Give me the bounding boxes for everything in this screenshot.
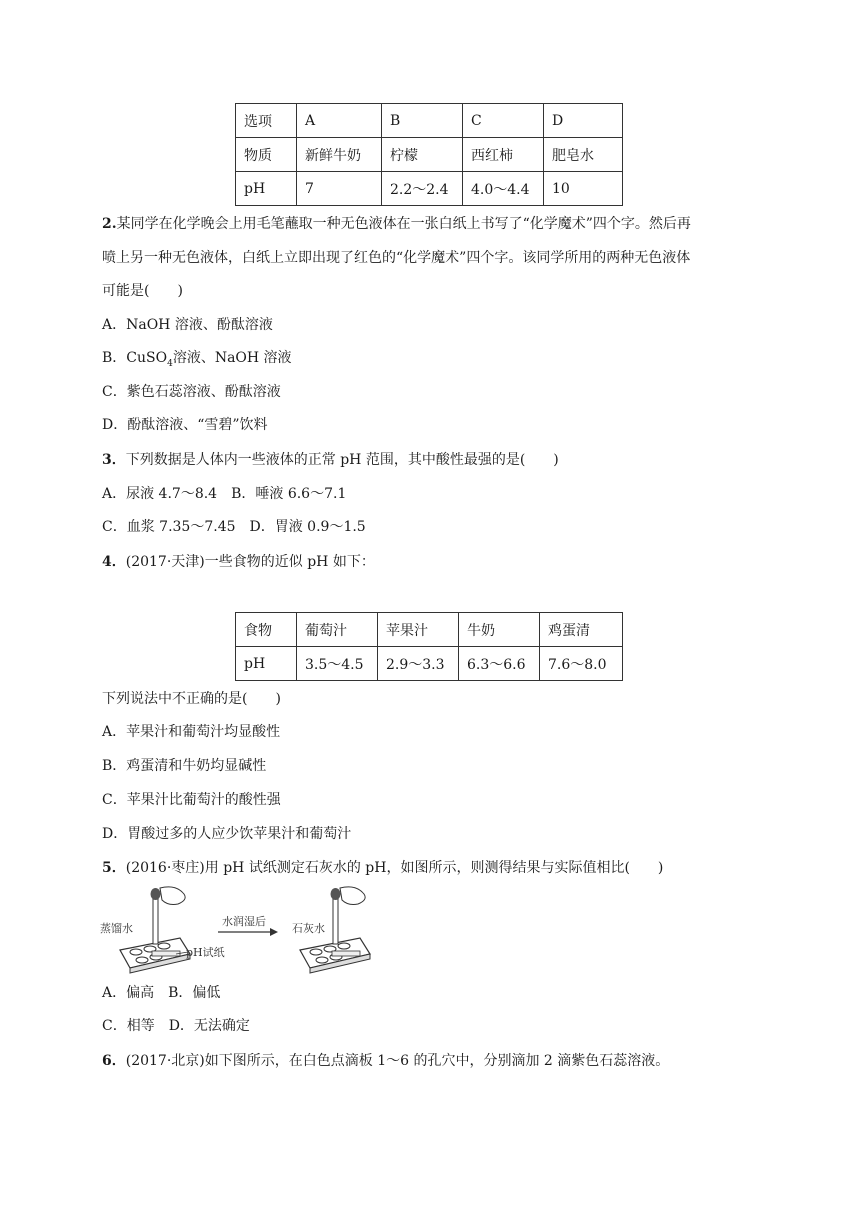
- option-d: D．胃酸过多的人应少饮苹果汁和葡萄汁: [102, 826, 352, 842]
- label-paper: pH试纸: [186, 946, 225, 959]
- table-row: [236, 647, 623, 681]
- table-row: [236, 613, 623, 647]
- table-cell: pH: [236, 647, 297, 681]
- table-cell: 4.0～4.4: [463, 172, 544, 206]
- option-a: A．NaOH 溶液、酚酞溶液: [102, 317, 273, 333]
- question-4-prompt: 下列说法中不正确的是( ): [102, 691, 281, 707]
- option-c: C．紫色石蕊溶液、酚酞溶液: [102, 384, 281, 400]
- question-text: (2017·北京)如下图所示，在白色点滴板 1～6 的孔穴中，分别滴加 2 滴紫色石蕊溶液。: [125, 1053, 670, 1069]
- table-cell: 2.9～3.3: [378, 647, 459, 681]
- option-b: B．鸡蛋清和牛奶均显碱性: [102, 758, 267, 774]
- dropper-icon: [151, 887, 186, 944]
- table-cell: 柠檬: [382, 138, 463, 172]
- table-cell: 新鲜牛奶: [297, 138, 382, 172]
- question-2-line2: 喷上另一种无色液体，白纸上立即出现了红色的“化学魔术”四个字。该同学所用的两种无色液体: [102, 250, 691, 266]
- label-arrow: 水润湿后: [222, 915, 266, 928]
- question-5: [102, 858, 663, 878]
- table-cell: 西红柿: [463, 138, 544, 172]
- question-2-line1: [102, 214, 691, 234]
- ph-test-figure: [100, 882, 380, 978]
- question-text: 某同学在化学晚会上用毛笔蘸取一种无色液体在一张白纸上书写了“化学魔术”四个字。然后再: [116, 216, 691, 232]
- table-row: [236, 104, 623, 138]
- options-line-2: C．血浆 7.35～7.45 D．胃液 0.9～1.5: [102, 519, 366, 535]
- table-cell: D: [544, 104, 623, 138]
- ph-options-table: [235, 103, 623, 206]
- dropper-icon: [331, 887, 366, 944]
- table-cell: 鸡蛋清: [540, 613, 623, 647]
- table-row: [236, 138, 623, 172]
- arrow-icon: [218, 928, 278, 936]
- question-number: 3．: [102, 452, 126, 468]
- table-cell: 牛奶: [459, 613, 540, 647]
- table-cell: C: [463, 104, 544, 138]
- question-3: [102, 450, 559, 470]
- table-cell: 葡萄汁: [297, 613, 378, 647]
- table-cell: 10: [544, 172, 623, 206]
- table-cell: 食物: [236, 613, 297, 647]
- question-text: (2017·天津)一些食物的近似 pH 如下：: [125, 554, 375, 570]
- question-2-line3: 可能是( ): [102, 283, 183, 299]
- table-cell: 物质: [236, 138, 297, 172]
- table-cell: 7: [297, 172, 382, 206]
- question-number: 4．: [102, 554, 126, 570]
- table-cell: 3.5～4.5: [297, 647, 378, 681]
- table-cell: 肥皂水: [544, 138, 623, 172]
- option-c: C．苹果汁比葡萄汁的酸性强: [102, 792, 281, 808]
- table-cell: 6.3～6.6: [459, 647, 540, 681]
- subscript: 4: [167, 358, 173, 369]
- question-number: 2.: [102, 216, 117, 232]
- food-ph-table: [235, 612, 623, 681]
- question-text: 下列数据是人体内一些液体的正常 pH 范围，其中酸性最强的是( ): [125, 452, 559, 468]
- options-line-1: A．偏高 B．偏低: [102, 985, 221, 1001]
- table-cell: 2.2～2.4: [382, 172, 463, 206]
- table-row: [236, 172, 623, 206]
- label-water: 蒸馏水: [100, 922, 133, 935]
- question-6: [102, 1051, 669, 1071]
- option-d: D．酚酞溶液、“雪碧”饮料: [102, 417, 268, 433]
- question-number: 5．: [102, 860, 126, 876]
- question-4: [102, 552, 375, 572]
- label-limewater: 石灰水: [292, 922, 325, 935]
- question-number: 6．: [102, 1053, 126, 1069]
- table-cell: 7.6～8.0: [540, 647, 623, 681]
- option-b: [102, 348, 292, 374]
- options-line-1: A．尿液 4.7～8.4 B．唾液 6.6～7.1: [102, 486, 347, 502]
- table-cell: pH: [236, 172, 297, 206]
- question-text: (2016·枣庄)用 pH 试纸测定石灰水的 pH，如图所示，则测得结果与实际值相比( ): [125, 860, 664, 876]
- option-text: B．CuSO: [102, 350, 168, 366]
- table-cell: 选项: [236, 104, 297, 138]
- option-text: 溶液、NaOH 溶液: [172, 350, 292, 366]
- option-a: A．苹果汁和葡萄汁均显酸性: [102, 724, 281, 740]
- table-cell: B: [382, 104, 463, 138]
- table-cell: 苹果汁: [378, 613, 459, 647]
- options-line-2: C．相等 D．无法确定: [102, 1018, 250, 1034]
- table-cell: A: [297, 104, 382, 138]
